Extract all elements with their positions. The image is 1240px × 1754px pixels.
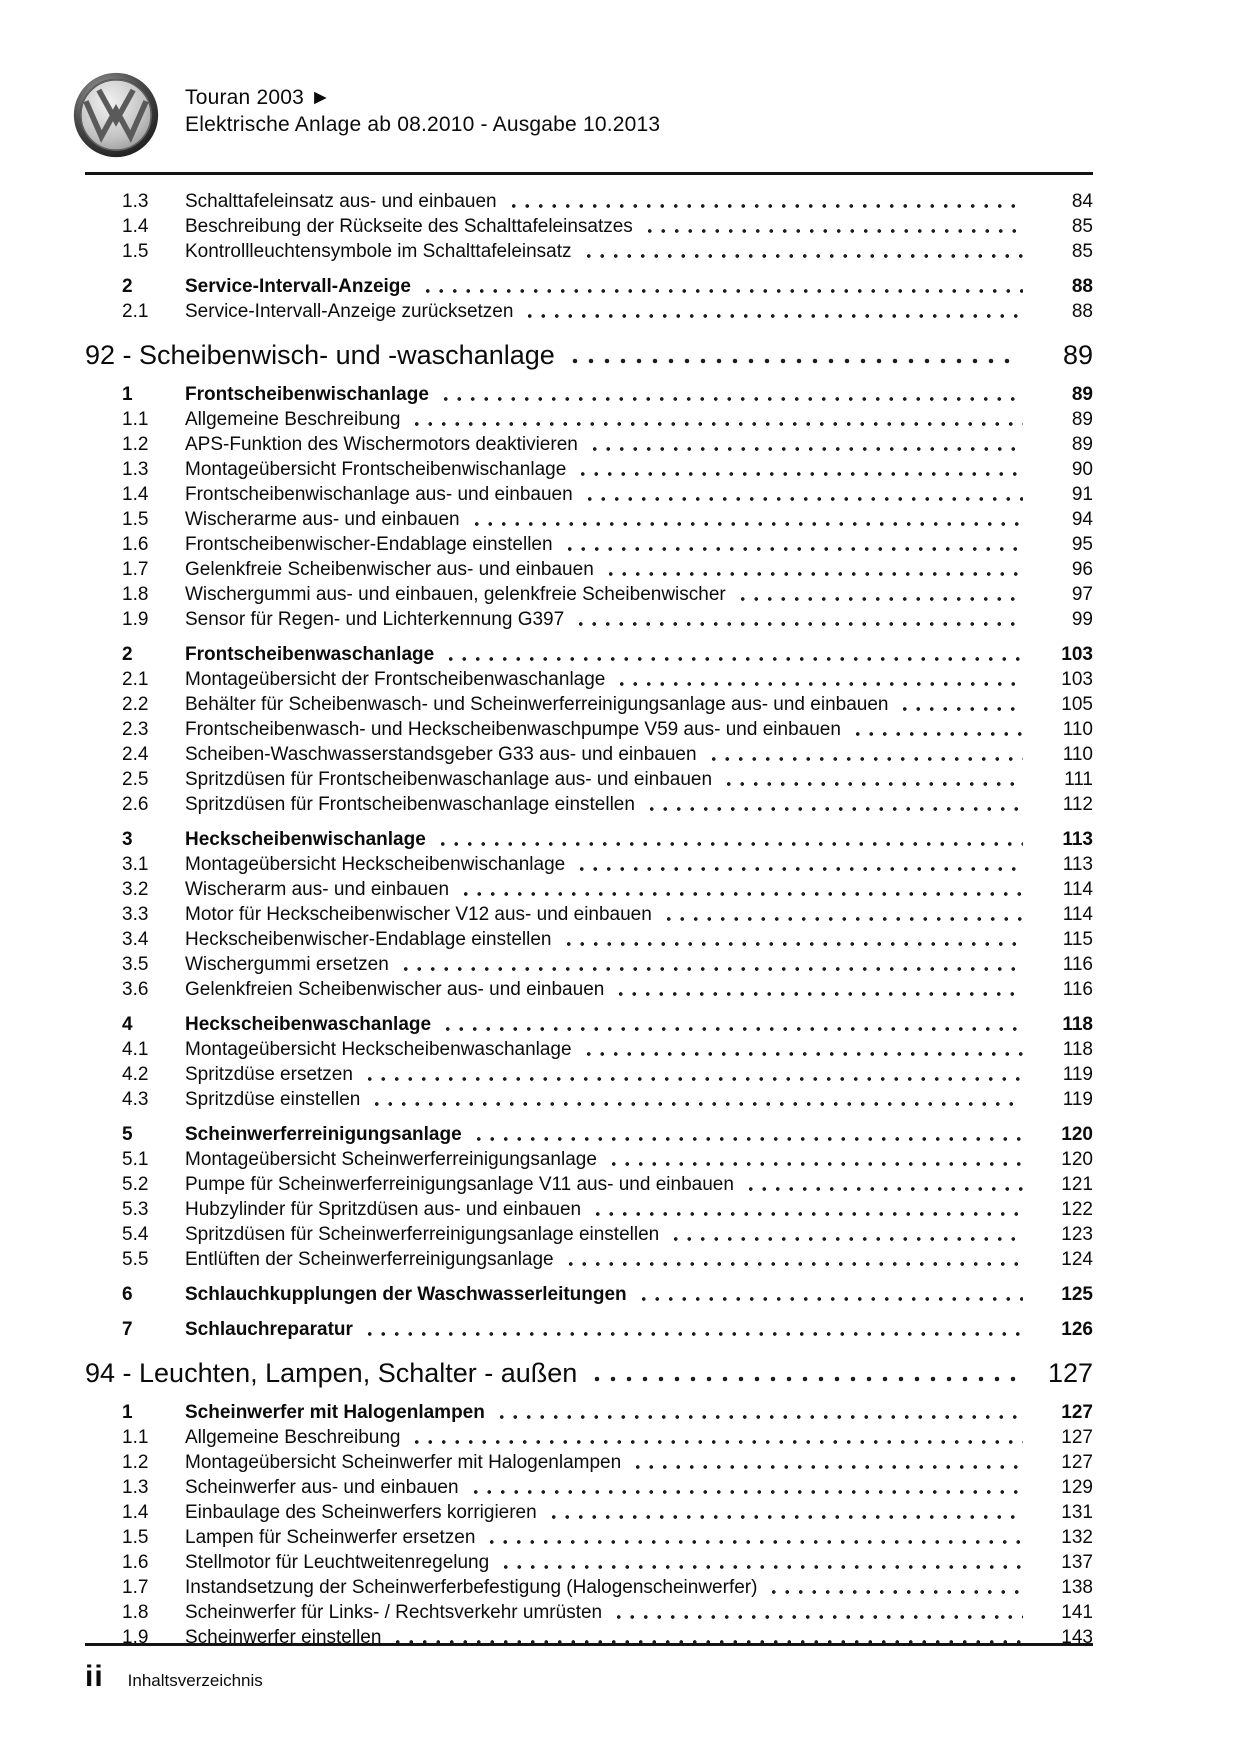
toc-entry xyxy=(85,1500,1093,1525)
toc-entry-number: 1.2 xyxy=(122,434,149,455)
toc-entry-title: Spritzdüsen für Frontscheibenwaschanlage aus- und einbauen xyxy=(185,769,713,790)
toc-entry-title: Schlauchkupplungen der Waschwasserleitungen xyxy=(185,1284,627,1305)
toc-entry-number: 2.1 xyxy=(122,669,149,690)
toc-entry-number: 1.5 xyxy=(122,509,149,530)
toc-entry-number: 3.6 xyxy=(122,979,149,1000)
toc-entry-number: 1.4 xyxy=(122,1502,149,1523)
toc-entry-title: Wischergummi ersetzen xyxy=(185,954,389,975)
toc-entry xyxy=(85,582,1093,607)
toc-section-page: 127 xyxy=(1047,1358,1093,1388)
header-text-block xyxy=(185,70,1093,138)
toc-entry-title: Schalttafeleinsatz aus- und einbauen xyxy=(185,191,497,212)
toc-entry xyxy=(85,1247,1093,1272)
toc-section-title: 94 - Leuchten, Lampen, Schalter - außen xyxy=(85,1358,578,1388)
toc-entry-number: 2.6 xyxy=(122,794,149,815)
toc-entry-title: Lampen für Scheinwerfer ersetzen xyxy=(185,1527,476,1548)
toc-entry-page: 95 xyxy=(1071,534,1093,555)
dot-leader xyxy=(507,189,1023,214)
toc-entry-page: 141 xyxy=(1061,1602,1093,1623)
toc-entry-page: 116 xyxy=(1062,979,1093,1000)
toc-entry-title: Spritzdüse einstellen xyxy=(185,1089,361,1110)
toc-entry-page: 99 xyxy=(1071,609,1093,630)
dot-leader xyxy=(582,1037,1023,1062)
toc-entry-page: 129 xyxy=(1061,1477,1093,1498)
toc-entry-page: 85 xyxy=(1071,216,1093,237)
toc-entry xyxy=(85,902,1093,927)
toc-entry xyxy=(85,1425,1093,1450)
toc-entry-title: Heckscheibenwischer-Endablage einstellen xyxy=(185,929,552,950)
toc-entry xyxy=(85,692,1093,717)
toc-entry-title: Allgemeine Beschreibung xyxy=(185,1427,401,1448)
dot-leader xyxy=(744,1172,1023,1197)
toc-entry-number: 3 xyxy=(122,829,133,850)
toc-entry-title: Montageübersicht Scheinwerferreinigungsanlage xyxy=(185,1149,597,1170)
dot-leader xyxy=(441,1012,1023,1037)
toc-entry-page: 126 xyxy=(1061,1319,1093,1340)
dot-leader xyxy=(645,792,1023,817)
header-divider xyxy=(85,172,1093,175)
toc-entry-page: 105 xyxy=(1061,694,1093,715)
toc-entry-title: Instandsetzung der Scheinwerferbefestigung (Halogenscheinwerfer) xyxy=(185,1577,758,1598)
toc-entry-number: 2.2 xyxy=(122,694,149,715)
toc-entry-page: 103 xyxy=(1061,644,1093,665)
dot-leader xyxy=(669,1222,1023,1247)
toc-section-page: 89 xyxy=(1062,340,1093,370)
toc-entry xyxy=(85,1475,1093,1500)
dot-leader xyxy=(591,1197,1023,1222)
dot-leader xyxy=(363,1317,1023,1342)
toc-entry xyxy=(85,557,1093,582)
toc-entry-title: Entlüften der Scheinwerferreinigungsanlage xyxy=(185,1249,554,1270)
dot-leader xyxy=(662,902,1023,927)
toc-entry-number: 1.4 xyxy=(122,216,149,237)
toc-entry xyxy=(85,927,1093,952)
toc-entry xyxy=(85,1197,1093,1222)
toc-entry-page: 118 xyxy=(1062,1039,1093,1060)
toc-entry-page: 114 xyxy=(1062,904,1093,925)
toc-entry-page: 91 xyxy=(1071,484,1093,505)
document-title: Touran 2003 ► xyxy=(185,86,331,109)
toc xyxy=(85,189,1093,1650)
toc-entry-page: 122 xyxy=(1061,1199,1093,1220)
toc-entry-page: 88 xyxy=(1071,301,1093,322)
dot-leader xyxy=(436,827,1023,852)
toc-entry xyxy=(85,742,1093,767)
toc-entry xyxy=(85,299,1093,324)
toc-entry xyxy=(85,1012,1093,1037)
document-footer xyxy=(85,1643,1093,1694)
toc-entry-page: 125 xyxy=(1061,1284,1093,1305)
toc-entry xyxy=(85,432,1093,457)
toc-entry-number: 1 xyxy=(122,384,133,405)
toc-entry-title: Montageübersicht Heckscheibenwaschanlage xyxy=(185,1039,572,1060)
toc-entry-number: 2 xyxy=(122,644,133,665)
toc-entry-title: Frontscheibenwaschanlage xyxy=(185,644,435,665)
dot-leader xyxy=(485,1525,1023,1550)
toc-entry-title: Montageübersicht Frontscheibenwischanlage xyxy=(185,459,567,480)
toc-entry-page: 94 xyxy=(1071,509,1093,530)
toc-entry-page: 96 xyxy=(1071,559,1093,580)
toc-entry-number: 2 xyxy=(122,276,133,297)
toc-entry-number: 1.5 xyxy=(122,1527,149,1548)
toc-entry-number: 1.8 xyxy=(122,584,149,605)
toc-entry-title: Scheinwerfer mit Halogenlampen xyxy=(185,1402,485,1423)
toc-entry-title: Frontscheibenwischanlage xyxy=(185,384,429,405)
dot-leader xyxy=(363,1062,1023,1087)
footer-divider xyxy=(85,1643,1093,1646)
toc-entry-title: Motor für Heckscheibenwischer V12 aus- und einbauen xyxy=(185,904,652,925)
toc-entry-page: 119 xyxy=(1062,1089,1093,1110)
toc-entry xyxy=(85,1400,1093,1425)
dot-leader xyxy=(563,532,1023,557)
toc-entry xyxy=(85,1087,1093,1112)
document-header xyxy=(85,70,1093,175)
toc-entry-page: 127 xyxy=(1061,1427,1093,1448)
toc-entry-title: Service-Intervall-Anzeige xyxy=(185,276,411,297)
toc-section-header xyxy=(85,338,1093,372)
toc-entry xyxy=(85,507,1093,532)
vw-logo xyxy=(73,72,159,158)
toc-entry-number: 1.7 xyxy=(122,1577,149,1598)
toc-entry-title: Frontscheibenwischanlage aus- und einbauen xyxy=(185,484,573,505)
toc-entry-title: Wischergummi aus- und einbauen, gelenkfreie Scheibenwischer xyxy=(185,584,726,605)
toc-entry-number: 3.1 xyxy=(122,854,149,875)
toc-entry-number: 1.8 xyxy=(122,1602,149,1623)
toc-entry-page: 138 xyxy=(1061,1577,1093,1598)
toc-entry-number: 1.6 xyxy=(122,1552,149,1573)
toc-entry-number: 2.4 xyxy=(122,744,149,765)
toc-entry-page: 113 xyxy=(1062,829,1093,850)
toc-entry-number: 1.2 xyxy=(122,1452,149,1473)
toc-entry-number: 4 xyxy=(122,1014,133,1035)
dot-leader xyxy=(547,1500,1023,1525)
toc-entry-number: 1 xyxy=(122,1402,133,1423)
toc-entry-number: 1.1 xyxy=(122,409,149,430)
toc-entry xyxy=(85,482,1093,507)
toc-entry-page: 124 xyxy=(1061,1249,1093,1270)
toc-entry-page: 116 xyxy=(1062,954,1093,975)
dot-leader xyxy=(410,1425,1023,1450)
footer-row xyxy=(85,1660,1093,1694)
dot-leader xyxy=(767,1575,1023,1600)
toc-entry-title: Scheinwerfer aus- und einbauen xyxy=(185,1477,459,1498)
toc-entry-number: 1.3 xyxy=(122,459,149,480)
dot-leader xyxy=(421,274,1023,299)
toc-entry-page: 110 xyxy=(1062,744,1093,765)
toc-entry-number: 2.3 xyxy=(122,719,149,740)
toc-entry xyxy=(85,952,1093,977)
toc-entry-page: 110 xyxy=(1062,719,1093,740)
toc-entry-page: 89 xyxy=(1071,409,1093,430)
toc-entry-number: 4.2 xyxy=(122,1064,149,1085)
toc-entry-page: 89 xyxy=(1071,384,1093,405)
toc-entry-title: Montageübersicht Heckscheibenwischanlage xyxy=(185,854,566,875)
toc-entry xyxy=(85,877,1093,902)
toc-entry-title: APS-Funktion des Wischermotors deaktivieren xyxy=(185,434,578,455)
dot-leader xyxy=(399,952,1023,977)
toc-entry-number: 1.3 xyxy=(122,191,149,212)
toc-section-title: 92 - Scheibenwisch- und -waschanlage xyxy=(85,340,555,370)
toc-entry-title: Kontrollleuchtensymbole im Schalttafeleinsatz xyxy=(185,241,572,262)
toc-entry-page: 119 xyxy=(1062,1064,1093,1085)
toc-entry-title: Wischerarm aus- und einbauen xyxy=(185,879,450,900)
toc-entry xyxy=(85,1172,1093,1197)
dot-leader xyxy=(444,642,1023,667)
toc-entry-page: 118 xyxy=(1062,1014,1093,1035)
toc-entry-page: 89 xyxy=(1071,434,1093,455)
toc-entry xyxy=(85,382,1093,407)
toc-entry-page: 131 xyxy=(1061,1502,1093,1523)
toc-entry xyxy=(85,767,1093,792)
toc-entry xyxy=(85,1450,1093,1475)
toc-entry xyxy=(85,977,1093,1002)
toc-entry xyxy=(85,792,1093,817)
toc-entry-page: 112 xyxy=(1062,794,1093,815)
dot-leader xyxy=(607,1147,1023,1172)
dot-leader xyxy=(631,1450,1023,1475)
toc-entry xyxy=(85,1575,1093,1600)
toc-entry-title: Gelenkfreie Scheibenwischer aus- und einbauen xyxy=(185,559,594,580)
toc-entry-title: Hubzylinder für Spritzdüsen aus- und einbauen xyxy=(185,1199,582,1220)
dot-leader xyxy=(615,667,1023,692)
dot-leader xyxy=(637,1282,1023,1307)
page-content xyxy=(85,70,1093,1650)
toc-entry-page: 127 xyxy=(1061,1402,1093,1423)
dot-leader xyxy=(495,1400,1023,1425)
toc-entry-number: 4.3 xyxy=(122,1089,149,1110)
toc-entry-number: 5.4 xyxy=(122,1224,149,1245)
toc-entry-number: 1.7 xyxy=(122,559,149,580)
toc-entry-page: 120 xyxy=(1061,1149,1093,1170)
toc-entry xyxy=(85,239,1093,264)
toc-entry xyxy=(85,827,1093,852)
toc-entry xyxy=(85,1147,1093,1172)
toc-entry-page: 85 xyxy=(1071,241,1093,262)
toc-entry xyxy=(85,214,1093,239)
toc-entry-page: 97 xyxy=(1071,584,1093,605)
toc-entry-page: 115 xyxy=(1062,929,1093,950)
toc-entry-title: Pumpe für Scheinwerferreinigungsanlage V11 aus- und einbauen xyxy=(185,1174,734,1195)
dot-leader xyxy=(722,767,1023,792)
toc-entry-number: 1.1 xyxy=(122,1427,149,1448)
dot-leader xyxy=(614,977,1023,1002)
toc-entry-number: 1.9 xyxy=(122,609,149,630)
toc-entry-page: 143 xyxy=(1061,1627,1093,1648)
dot-leader xyxy=(589,1356,1019,1390)
dot-leader xyxy=(582,239,1023,264)
toc-entry-title: Frontscheibenwischer-Endablage einstellen xyxy=(185,534,553,555)
toc-entry-page: 88 xyxy=(1071,276,1093,297)
toc-entry-title: Heckscheibenwaschanlage xyxy=(185,1014,432,1035)
toc-entry-title: Sensor für Regen- und Lichterkennung G397 xyxy=(185,609,565,630)
toc-entry-number: 6 xyxy=(122,1284,133,1305)
toc-entry-number: 2.5 xyxy=(122,769,149,790)
toc-entry-page: 84 xyxy=(1071,191,1093,212)
toc-entry-number: 1.9 xyxy=(122,1627,149,1648)
toc-entry-title: Scheinwerfer für Links- / Rechtsverkehr umrüsten xyxy=(185,1602,603,1623)
toc-entry xyxy=(85,1222,1093,1247)
dot-leader xyxy=(370,1087,1023,1112)
toc-entry-number: 5.1 xyxy=(122,1149,149,1170)
toc-entry-page: 114 xyxy=(1062,879,1093,900)
dot-leader xyxy=(707,742,1023,767)
footer-label: Inhaltsverzeichnis xyxy=(127,1671,263,1690)
toc-entry xyxy=(85,642,1093,667)
toc-entry xyxy=(85,667,1093,692)
toc-entry-number: 3.3 xyxy=(122,904,149,925)
toc-entry xyxy=(85,1122,1093,1147)
dot-leader xyxy=(410,407,1023,432)
toc-entry-title: Wischerarme aus- und einbauen xyxy=(185,509,460,530)
toc-entry-number: 3.4 xyxy=(122,929,149,950)
toc-entry-title: Beschreibung der Rückseite des Schalttafeleinsatzes xyxy=(185,216,633,237)
footer-page-number: ii xyxy=(85,1660,104,1693)
toc-entry xyxy=(85,852,1093,877)
toc-entry-number: 3.5 xyxy=(122,954,149,975)
toc-entry-title: Service-Intervall-Anzeige zurücksetzen xyxy=(185,301,514,322)
dot-leader xyxy=(643,214,1023,239)
toc-entry-title: Scheinwerferreinigungsanlage xyxy=(185,1124,462,1145)
toc-entry-page: 103 xyxy=(1061,669,1093,690)
toc-entry-title: Spritzdüsen für Scheinwerferreinigungsanlage einstellen xyxy=(185,1224,660,1245)
dot-leader xyxy=(574,607,1023,632)
toc-entry-page: 120 xyxy=(1061,1124,1093,1145)
toc-entry xyxy=(85,1282,1093,1307)
toc-entry-title: Behälter für Scheibenwasch- und Scheinwerferreinigungsanlage aus- und einbauen xyxy=(185,694,889,715)
dot-leader xyxy=(736,582,1023,607)
toc-entry xyxy=(85,532,1093,557)
toc-entry-title: Gelenkfreien Scheibenwischer aus- und einbauen xyxy=(185,979,605,1000)
toc-entry-page: 113 xyxy=(1062,854,1093,875)
toc-entry-page: 121 xyxy=(1061,1174,1093,1195)
toc-entry xyxy=(85,457,1093,482)
dot-leader xyxy=(612,1600,1023,1625)
toc-entry xyxy=(85,1037,1093,1062)
toc-entry-number: 5.5 xyxy=(122,1249,149,1270)
toc-entry xyxy=(85,717,1093,742)
toc-entry-title: Frontscheibenwasch- und Heckscheibenwaschpumpe V59 aus- und einbauen xyxy=(185,719,841,740)
dot-leader xyxy=(499,1550,1023,1575)
dot-leader xyxy=(898,692,1023,717)
toc-entry-number: 1.5 xyxy=(122,241,149,262)
toc-entry-title: Spritzdüsen für Frontscheibenwaschanlage einstellen xyxy=(185,794,635,815)
toc-entry-number: 5.3 xyxy=(122,1199,149,1220)
toc-entry-title: Scheiben-Waschwasserstandsgeber G33 aus- und einbauen xyxy=(185,744,697,765)
dot-leader xyxy=(459,877,1023,902)
toc-entry-title: Einbaulage des Scheinwerfers korrigieren xyxy=(185,1502,537,1523)
dot-leader xyxy=(562,927,1024,952)
toc-entry-page: 127 xyxy=(1061,1452,1093,1473)
dot-leader xyxy=(470,507,1023,532)
toc-entry xyxy=(85,1317,1093,1342)
dot-leader xyxy=(604,557,1023,582)
dot-leader xyxy=(472,1122,1023,1147)
toc-entry-title: Montageübersicht Scheinwerfer mit Halogenlampen xyxy=(185,1452,622,1473)
toc-entry xyxy=(85,607,1093,632)
toc-section-header xyxy=(85,1356,1093,1390)
toc-entry-title: Schlauchreparatur xyxy=(185,1319,353,1340)
toc-entry xyxy=(85,1600,1093,1625)
toc-entry-number: 1.4 xyxy=(122,484,149,505)
dot-leader xyxy=(588,432,1023,457)
toc-entry-title: Heckscheibenwischanlage xyxy=(185,829,426,850)
toc-entry xyxy=(85,1062,1093,1087)
toc-entry-number: 4.1 xyxy=(122,1039,149,1060)
toc-entry-title: Spritzdüse ersetzen xyxy=(185,1064,353,1085)
dot-leader xyxy=(583,482,1023,507)
dot-leader xyxy=(469,1475,1023,1500)
dot-leader xyxy=(851,717,1023,742)
document-subtitle: Elektrische Anlage ab 08.2010 - Ausgabe 10.2013 xyxy=(185,113,661,136)
dot-leader xyxy=(576,457,1023,482)
toc-entry-title: Stellmotor für Leuchtweitenregelung xyxy=(185,1552,490,1573)
toc-entry-title: Scheinwerfer einstellen xyxy=(185,1627,382,1648)
dot-leader xyxy=(564,1247,1023,1272)
toc-entry xyxy=(85,407,1093,432)
toc-entry-title: Allgemeine Beschreibung xyxy=(185,409,401,430)
toc-entry-title: Montageübersicht der Frontscheibenwaschanlage xyxy=(185,669,606,690)
toc-entry-number: 5.2 xyxy=(122,1174,149,1195)
toc-entry-number: 2.1 xyxy=(122,301,149,322)
toc-entry-page: 132 xyxy=(1061,1527,1093,1548)
dot-leader xyxy=(567,338,1019,372)
toc-entry xyxy=(85,274,1093,299)
toc-entry-page: 111 xyxy=(1064,769,1093,790)
toc-entry-number: 7 xyxy=(122,1319,133,1340)
dot-leader xyxy=(523,299,1023,324)
toc-entry xyxy=(85,1525,1093,1550)
toc-entry-number: 1.6 xyxy=(122,534,149,555)
dot-leader xyxy=(439,382,1023,407)
vw-logo-graphic xyxy=(73,72,159,158)
toc-entry-number: 3.2 xyxy=(122,879,149,900)
toc-entry-page: 123 xyxy=(1061,1224,1093,1245)
toc-entry-number: 1.3 xyxy=(122,1477,149,1498)
toc-entry-number: 5 xyxy=(122,1124,133,1145)
toc-entry xyxy=(85,189,1093,214)
toc-entry-page: 137 xyxy=(1061,1552,1093,1573)
toc-entry xyxy=(85,1550,1093,1575)
toc-entry-page: 90 xyxy=(1071,459,1093,480)
dot-leader xyxy=(575,852,1023,877)
